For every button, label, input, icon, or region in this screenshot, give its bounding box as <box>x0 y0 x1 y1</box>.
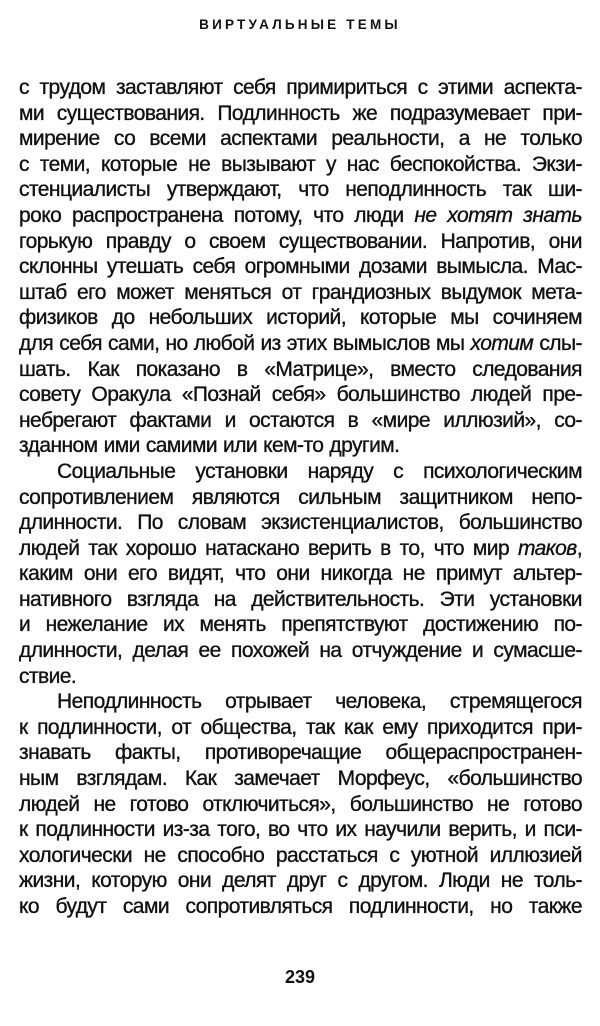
word: любой <box>193 331 255 355</box>
text-line <box>19 408 582 434</box>
word: с <box>19 152 29 176</box>
word: знать <box>523 203 582 227</box>
word: что <box>313 203 344 227</box>
word: не <box>402 562 425 586</box>
word: с <box>389 843 400 867</box>
text-line <box>19 126 582 152</box>
word: Как <box>184 767 217 791</box>
word: они <box>83 562 118 586</box>
word: небрегают <box>19 408 117 432</box>
word: которые <box>359 306 437 330</box>
word: большинство <box>336 383 460 407</box>
word: и <box>472 639 484 663</box>
word: другим. <box>329 434 400 458</box>
word: утешать <box>106 255 184 279</box>
word: что <box>297 818 328 842</box>
word: делят <box>222 869 276 893</box>
text-line <box>19 510 582 536</box>
word: мета- <box>531 280 582 304</box>
text-line <box>19 894 582 920</box>
word: готово <box>523 792 582 816</box>
text-line <box>19 766 582 792</box>
word: мы <box>450 306 479 330</box>
word: так <box>305 715 335 739</box>
word: его <box>128 562 157 586</box>
word: этих <box>286 331 327 355</box>
word: а <box>458 127 470 151</box>
text-line <box>19 587 582 613</box>
word: о <box>184 229 196 253</box>
word: также <box>528 895 582 918</box>
word: для <box>19 331 54 355</box>
word: другом. <box>358 869 428 893</box>
word: но <box>165 331 188 355</box>
word: людей <box>19 792 80 816</box>
word: может <box>116 280 174 304</box>
word: то, <box>399 536 425 560</box>
word: со- <box>554 408 582 432</box>
word: сочиняем <box>492 306 582 330</box>
word: только <box>520 127 582 151</box>
word: действительность. <box>251 587 425 611</box>
word: сумасше- <box>493 639 582 663</box>
word: «Познай <box>181 383 261 407</box>
word: которые <box>100 152 178 176</box>
word: небольших <box>148 306 253 330</box>
word: нас <box>346 152 379 176</box>
text-line <box>19 612 582 638</box>
word: дозами <box>359 255 427 279</box>
word: с <box>417 76 428 99</box>
word: хотят <box>447 203 513 227</box>
word: подлинности, <box>37 715 162 739</box>
text-line <box>19 177 582 203</box>
text-line <box>19 101 582 127</box>
word: никогда <box>320 562 392 586</box>
word: что <box>433 536 465 560</box>
word: верить <box>308 536 372 560</box>
word: Подлинность <box>217 101 340 125</box>
word: выдумок <box>440 280 521 304</box>
word: противоречащие <box>204 741 362 765</box>
text-line <box>19 792 582 818</box>
word: не <box>484 127 507 151</box>
word: способно <box>177 843 265 867</box>
word: подлинности <box>35 818 155 842</box>
text-line <box>19 203 582 229</box>
text-line <box>19 75 582 101</box>
word: шать. <box>19 357 71 381</box>
word: утверждают, <box>166 178 282 202</box>
word: общераспространен- <box>385 741 582 765</box>
word: замечает <box>234 767 320 791</box>
word: кем-то <box>263 434 324 458</box>
word: вымыслов <box>332 331 430 355</box>
word: ши- <box>548 178 582 202</box>
word: себя <box>192 255 236 279</box>
word: являются <box>191 485 280 509</box>
word: знавать <box>19 741 91 765</box>
word: натаскано <box>205 536 300 560</box>
word: иллюзий», <box>443 408 541 432</box>
word: сами <box>122 895 170 918</box>
word: защитником <box>399 485 513 509</box>
word: так <box>88 536 117 560</box>
word: Как <box>87 357 119 381</box>
word: с <box>393 459 404 483</box>
word: не <box>500 869 523 893</box>
word: факты, <box>114 741 181 765</box>
word: установки <box>489 587 582 611</box>
text-line <box>19 152 582 178</box>
word: делая <box>132 639 189 663</box>
text-line <box>19 485 582 511</box>
word: по- <box>553 613 582 637</box>
word: на <box>213 587 236 611</box>
word: люди <box>354 203 404 227</box>
word: мир <box>472 536 510 560</box>
text-line <box>19 357 582 383</box>
word: склонны <box>19 255 98 279</box>
word: видят, <box>167 562 225 586</box>
word: ми <box>19 101 45 125</box>
word: ным <box>19 767 59 791</box>
word: наряду <box>307 459 374 483</box>
word: научили <box>364 818 441 842</box>
word: правду <box>105 229 171 253</box>
word: достижению <box>423 613 539 637</box>
word: хорошо <box>125 536 197 560</box>
word: существования. <box>56 101 205 125</box>
word: хотим <box>470 331 534 355</box>
word: стенциалисты <box>19 178 151 202</box>
word: друг <box>286 869 327 893</box>
word: его <box>77 280 106 304</box>
word: расстаться <box>275 843 378 867</box>
word: фактами <box>129 408 212 432</box>
word: вызывают <box>221 152 316 176</box>
text-line <box>19 664 582 690</box>
text-line <box>19 229 582 255</box>
text-line <box>19 459 582 485</box>
word: экзистенциалистов, <box>261 511 444 535</box>
word: таков, <box>517 536 582 560</box>
word: грандиозных <box>311 280 431 304</box>
text-line <box>19 638 582 664</box>
word: роко <box>19 203 62 227</box>
word: от <box>171 715 192 739</box>
word: ствие. <box>19 664 77 688</box>
word: непо- <box>531 485 582 509</box>
word: следования <box>472 357 582 381</box>
word: пре- <box>542 383 582 407</box>
word: Морфеус, <box>337 767 430 791</box>
word: Мас- <box>537 255 582 279</box>
word: подлинности, <box>348 895 474 918</box>
word: они <box>276 562 310 586</box>
word: Неподлинность <box>57 690 202 714</box>
word: взгляда <box>126 587 199 611</box>
word: себя <box>233 76 276 99</box>
word: Напротив, <box>440 229 536 253</box>
word: менять <box>199 613 266 637</box>
word: как <box>344 715 373 739</box>
word: похожей <box>231 639 310 663</box>
word: большинство <box>349 792 474 816</box>
text-line <box>19 561 582 587</box>
word: к <box>19 818 28 842</box>
word: что <box>298 178 329 202</box>
word: распространена <box>72 203 223 227</box>
text-line <box>19 868 582 894</box>
word: людей <box>470 383 532 407</box>
word: от <box>281 280 302 304</box>
word: словам <box>177 511 247 535</box>
word: пси- <box>543 818 582 842</box>
word: подразумевает <box>389 101 530 125</box>
word: в <box>380 536 391 560</box>
word: жизни, <box>19 869 81 893</box>
word: Люди <box>438 869 490 893</box>
word: сопротивлением <box>19 485 174 509</box>
text-line <box>19 433 582 459</box>
word: толь- <box>533 869 582 893</box>
word: и <box>224 408 236 432</box>
word: «Матрице», <box>264 357 374 381</box>
text-line <box>19 817 582 843</box>
text-line <box>19 305 582 331</box>
word: длинности, <box>19 639 123 663</box>
word: примут <box>435 562 502 586</box>
page-number: 239 <box>284 967 316 987</box>
text-line <box>19 843 582 869</box>
word: вымысла. <box>436 255 528 279</box>
word: показано <box>135 357 221 381</box>
word: из-за <box>162 818 210 842</box>
word: уютной <box>410 843 479 867</box>
word: или <box>223 434 258 458</box>
text-line <box>19 715 582 741</box>
word: того, <box>217 818 261 842</box>
word: аспекта- <box>503 76 582 99</box>
word: будут <box>55 895 107 918</box>
word: меняться <box>184 280 272 304</box>
word: трудом <box>39 76 106 99</box>
word: их <box>335 818 357 842</box>
word: не <box>143 843 166 867</box>
word: они <box>177 869 212 893</box>
word: не <box>93 792 116 816</box>
word: «мире <box>371 408 431 432</box>
word: ее <box>198 639 221 663</box>
word: зданном <box>19 434 98 458</box>
word: из <box>260 331 281 355</box>
word: По <box>137 511 163 535</box>
word: и <box>524 818 536 842</box>
word: установки <box>195 459 288 483</box>
word: ко <box>19 895 40 918</box>
text-line <box>19 280 582 306</box>
word: не <box>188 152 211 176</box>
word: самими <box>145 434 218 458</box>
word: с <box>337 869 348 893</box>
word: мирение <box>19 127 100 151</box>
text-line <box>19 254 582 280</box>
text-line <box>19 382 582 408</box>
word: ими <box>103 434 140 458</box>
word: их <box>163 613 185 637</box>
word: теми, <box>39 152 91 176</box>
word: что <box>235 562 266 586</box>
word: психологическим <box>423 459 582 483</box>
word: этими <box>438 76 494 99</box>
word: человека, <box>335 690 427 714</box>
word: но <box>490 895 513 918</box>
word: существовании. <box>278 229 428 253</box>
word: реальности, <box>331 127 445 151</box>
word: совету <box>19 383 81 407</box>
word: верить, <box>448 818 517 842</box>
word: со <box>113 127 136 151</box>
word: хологически <box>19 843 133 867</box>
word: потому, <box>233 203 303 227</box>
word: штаб <box>19 280 67 304</box>
word: мы <box>436 331 465 355</box>
word: не <box>487 792 510 816</box>
word: с <box>19 76 29 99</box>
word: своем <box>208 229 266 253</box>
text-line <box>19 536 582 562</box>
running-header: ВИРТУАЛЬНЫЕ ТЕМЫ <box>199 17 401 32</box>
word: Социальные <box>57 459 176 483</box>
word: при- <box>542 101 582 125</box>
word: на <box>319 639 342 663</box>
word: физиков <box>19 306 98 330</box>
word: препятствуют <box>281 613 408 637</box>
word: Оракула <box>91 383 171 407</box>
word: альтер- <box>512 562 582 586</box>
word: приходится <box>426 715 533 739</box>
word: взглядам. <box>76 767 167 791</box>
word: до <box>111 306 135 330</box>
word: каким <box>19 562 73 586</box>
word: нежелание <box>45 613 148 637</box>
word: в <box>236 357 248 381</box>
text-line <box>19 331 582 357</box>
word: заставляют <box>115 76 223 99</box>
word: сильным <box>298 485 381 509</box>
word: они <box>548 229 582 253</box>
word: «большинство <box>447 767 582 791</box>
word: сопротивляться <box>185 895 333 918</box>
text-line <box>19 740 582 766</box>
word: вместо <box>390 357 456 381</box>
word: длинности. <box>19 511 123 535</box>
word: Экзи- <box>531 152 582 176</box>
word: нативного <box>19 587 112 611</box>
word: огромными <box>244 255 350 279</box>
word: стремящегося <box>449 690 582 714</box>
word: горькую <box>19 229 93 253</box>
word: всеми <box>149 127 206 151</box>
body-text <box>19 75 582 920</box>
word: беспокойства. <box>389 152 522 176</box>
word: при- <box>542 715 582 739</box>
word: у <box>326 152 336 176</box>
word: к <box>19 715 28 739</box>
word: так <box>502 178 532 202</box>
word: аспектами <box>220 127 318 151</box>
word: слы- <box>539 331 582 355</box>
word: иллюзией <box>489 843 582 867</box>
word: не <box>414 203 437 227</box>
word: людей <box>19 536 80 560</box>
word: сами, <box>108 331 160 355</box>
word: большинство <box>458 511 582 535</box>
word: которую <box>91 869 167 893</box>
word: в <box>347 408 359 432</box>
word: и <box>19 613 31 637</box>
word: же <box>352 101 378 125</box>
word: ему <box>382 715 418 739</box>
word: отчуждение <box>351 639 462 663</box>
word: примириться <box>286 76 408 99</box>
word: отключиться», <box>202 792 336 816</box>
word: общества, <box>200 715 297 739</box>
word: неподлинность <box>345 178 487 202</box>
word: Эти <box>439 587 475 611</box>
word: остаются <box>249 408 335 432</box>
word: во <box>268 818 290 842</box>
word: историй, <box>266 306 347 330</box>
text-line <box>19 689 582 715</box>
word: отрывает <box>225 690 312 714</box>
word: готово <box>129 792 189 816</box>
word: себя <box>59 331 102 355</box>
word: себя» <box>271 383 326 407</box>
